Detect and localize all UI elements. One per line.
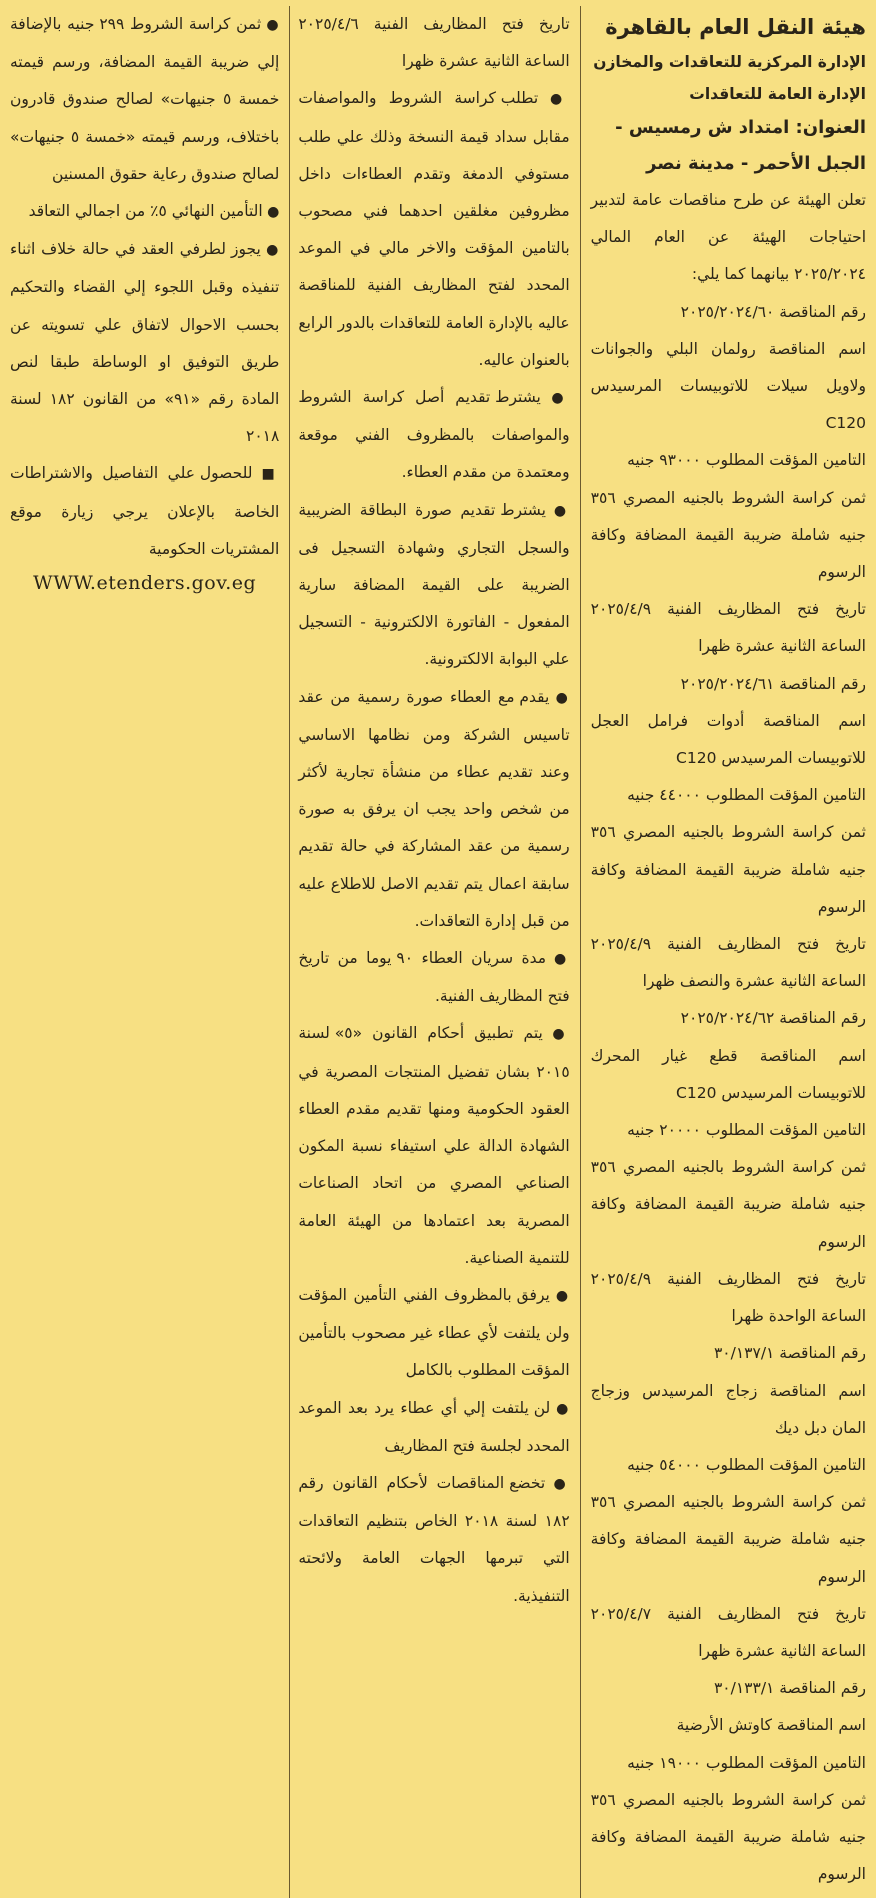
- tender-price: ثمن كراسة الشروط بالجنيه المصري ٣٥٦ جنيه شاملة ضريبة القيمة المضافة وكافة الرسوم: [590, 1493, 866, 1586]
- tender-price: ثمن كراسة الشروط بالجنيه المصري ٣٥٦ جنيه شاملة ضريبة القيمة المضافة وكافة الرسوم: [590, 823, 866, 916]
- tender-opening: تاريخ فتح المظاريف الفنية ٢٠٢٥/٤/٩ الساعة الثانية عشرة ظهرا: [590, 600, 866, 656]
- condition-item: ● يتم تطبيق أحكام القانون «٥» لسنة ٢٠١٥ بشان تفضيل المنتجات المصرية في العقود الحكومية ومنها تقديم مقدم العطاء الشهادة الدالة علي استيفاء نسبة المكون الصناعي المصري من اتحاد الصناعات المصرية بعد اعتمادها من الهيئة العامة للتنمية الصناعية.: [298, 1015, 569, 1276]
- intro-text: تعلن الهيئة عن طرح مناقصات عامة لتدبير احتياجات الهيئة عن العام المالي ٢٠٢٥/٢٠٢٤ بيانهما كما يلي:: [590, 191, 866, 284]
- tender-deposit: التامين المؤقت المطلوب ٢٠٠٠٠ جنيه: [627, 1121, 866, 1140]
- tender-number: رقم المناقصة ٢٠٢٥/٢٠٢٤/٦٠: [680, 302, 866, 321]
- tender-4-opening: تاريخ فتح المظاريف الفنية ٢٠٢٥/٤/٦ الساعة الثانية عشرة ظهرا: [298, 15, 570, 71]
- condition-item: ● يشترط تقديم صورة البطاقة الضريبية والسجل التجاري وشهادة التسجيل فى الضريبة على القيمة المضافة سارية المفعول - الفاتورة الالكترونية - التسجيل علي البوابة الالكترونية.: [298, 492, 569, 679]
- column-middle: [290, 6, 579, 1898]
- tender-number: رقم المناقصة ٢٠٢٥/٢٠٢٤/٦١: [680, 674, 866, 693]
- tender-price: ثمن كراسة الشروط بالجنيه المصري ٣٥٦ جنيه شاملة ضريبة القيمة المضافة وكافة الرسوم: [590, 488, 866, 582]
- column-left: [6, 6, 289, 1898]
- dept-title-2: الإدارة العامة للتعاقدات: [689, 85, 866, 103]
- price-note: ● ثمن كراسة الشروط ٢٩٩ جنيه بالإضافة إلي ضريبة القيمة المضافة، ورسم قيمته خمسة ٥ جنيهات» لصالح صندوق قادرون باختلاف، ورسم قيمته «خمسة ٥ جنيهات» لصالح صندوق رعاية حقوق المسنين: [10, 6, 279, 193]
- tender-name: اسم المناقصة قطع غيار المحرك للاتوبيسات المرسيدس C120: [590, 1046, 866, 1102]
- tender-1: [591, 666, 866, 1001]
- column-divider: [580, 6, 581, 1898]
- tender-price: ثمن كراسة الشروط بالجنيه المصري ٣٥٦ جنيه شاملة ضريبة القيمة المضافة وكافة الرسوم: [590, 1790, 866, 1884]
- tender-name: اسم المناقصة رولمان البلي والجوانات ولاويل سيلات للاتوبيسات المرسيدس C120: [590, 339, 866, 433]
- tender-name: اسم المناقصة زجاج المرسيدس وزجاج المان دبل ديك: [590, 1381, 866, 1437]
- address: العنوان: امتداد ش رمسيس - الجبل الأحمر - مدينة نصر: [615, 117, 866, 174]
- tender-number: رقم المناقصة ٢٠٢٥/٢٠٢٤/٦٢: [680, 1009, 866, 1028]
- tender-3: [591, 1335, 866, 1670]
- final-insurance: ● التأمين النهائي ٥٪ من اجمالي التعاقد: [10, 193, 279, 231]
- authority-title: هيئة النقل العام بالقاهرة: [605, 15, 866, 39]
- tender-number: رقم المناقصة ٣٠/١٣٣/١: [713, 1679, 866, 1698]
- tender-opening: تاريخ فتح المظاريف الفنية ٢٠٢٥/٤/٧ الساعة الثانية عشرة ظهرا: [590, 1604, 866, 1660]
- details-note: ■ للحصول علي التفاصيل والاشتراطات الخاصة بالإعلان يرجي زيارة موقع المشتريات الحكومية: [10, 455, 279, 568]
- tender-name: اسم المناقصة أدوات فرامل العجل للاتوبيسات المرسيدس C120: [590, 711, 866, 768]
- column-divider: [289, 6, 290, 1898]
- dept-title-1: الإدارة المركزية للتعاقدات والمخازن: [593, 53, 866, 71]
- tender-opening: تاريخ فتح المظاريف الفنية ٢٠٢٥/٤/٩ الساعة الثانية عشرة والنصف ظهرا: [590, 935, 866, 991]
- tender-name: اسم المناقصة كاوتش الأرضية: [676, 1716, 866, 1735]
- tender-deposit: التامين المؤقت المطلوب ٥٤٠٠٠ جنيه: [627, 1455, 866, 1474]
- condition-item: ● تطلب كراسة الشروط والمواصفات مقابل سداد قيمة النسخة وذلك علي طلب مستوفي الدمغة وتقدم العطاءات داخل مظروفين مغلقين احدهما فني مصحوب بالتامين المؤقت والاخر مالي في الموعد المحدد لفتح المظاريف الفنية للمناقصة عاليه بالإدارة العامة للتعاقدات بالدور الرابع بالعنوان عاليه.: [298, 80, 569, 379]
- website-link[interactable]: WWW.etenders.gov.eg: [33, 572, 257, 595]
- condition-item: ● لن يلتفت إلي أي عطاء يرد بعد الموعد المحدد لجلسة فتح المظاريف: [298, 1390, 569, 1465]
- tender-2: [591, 1000, 866, 1335]
- condition-item: ● يشترط تقديم أصل كراسة الشروط والمواصفات بالمظروف الفني موقعة ومعتمدة من مقدم العطاء.: [298, 379, 569, 492]
- condition-item: ● يرفق بالمظروف الفني التأمين المؤقت ولن يلتفت لأي عطاء غير مصحوب بالتأمين المؤقت المطلوب بالكامل: [298, 1277, 569, 1390]
- tender-number: رقم المناقصة ٣٠/١٣٧/١: [713, 1344, 866, 1363]
- condition-item: ● يقدم مع العطاء صورة رسمية من عقد تاسيس الشركة ومن نظامها الاساسي وعند تقديم عطاء من منشأة تجارية لأكثر من شخص واحد يجب ان يرفق به صورة رسمية من عقد المشاركة في حالة تقديم سابقة اعمال يتم تقديم الاصل للاطلاع عليه من قبل إدارة التعاقدات.: [298, 679, 569, 940]
- column-right: [581, 6, 870, 1898]
- tender-0: [591, 294, 866, 666]
- tender-deposit: التامين المؤقت المطلوب ٩٣٠٠٠ جنيه: [627, 451, 866, 470]
- condition-item: ● تخضع المناقصات لأحكام القانون رقم ١٨٢ لسنة ٢٠١٨ الخاص بتنظيم التعاقدات التي تبرمها الجهات العامة ولائحته التنفيذية.: [298, 1465, 569, 1615]
- dispute-clause: ● يجوز لطرفي العقد في حالة خلاف اثناء تنفيذه وقبل اللجوء إلي القضاء والتحكيم بحسب الاحوال لاتفاق علي تسويته عن طريق التوفيق او الوساطة طبقا لنص المادة رقم «٩١» من القانون ١٨٢ لسنة ٢٠١٨: [10, 231, 279, 455]
- tender-4: [591, 1670, 866, 1893]
- tender-deposit: التامين المؤقت المطلوب ١٩٠٠٠ جنيه: [627, 1753, 866, 1772]
- condition-item: ● مدة سريان العطاء ٩٠ يوما من تاريخ فتح المظاريف الفنية.: [298, 940, 569, 1015]
- tender-opening: تاريخ فتح المظاريف الفنية ٢٠٢٥/٤/٩ الساعة الواحدة ظهرا: [590, 1269, 866, 1326]
- tender-price: ثمن كراسة الشروط بالجنيه المصري ٣٥٦ جنيه شاملة ضريبة القيمة المضافة وكافة الرسوم: [590, 1158, 866, 1251]
- tender-deposit: التامين المؤقت المطلوب ٤٤٠٠٠ جنيه: [627, 786, 866, 805]
